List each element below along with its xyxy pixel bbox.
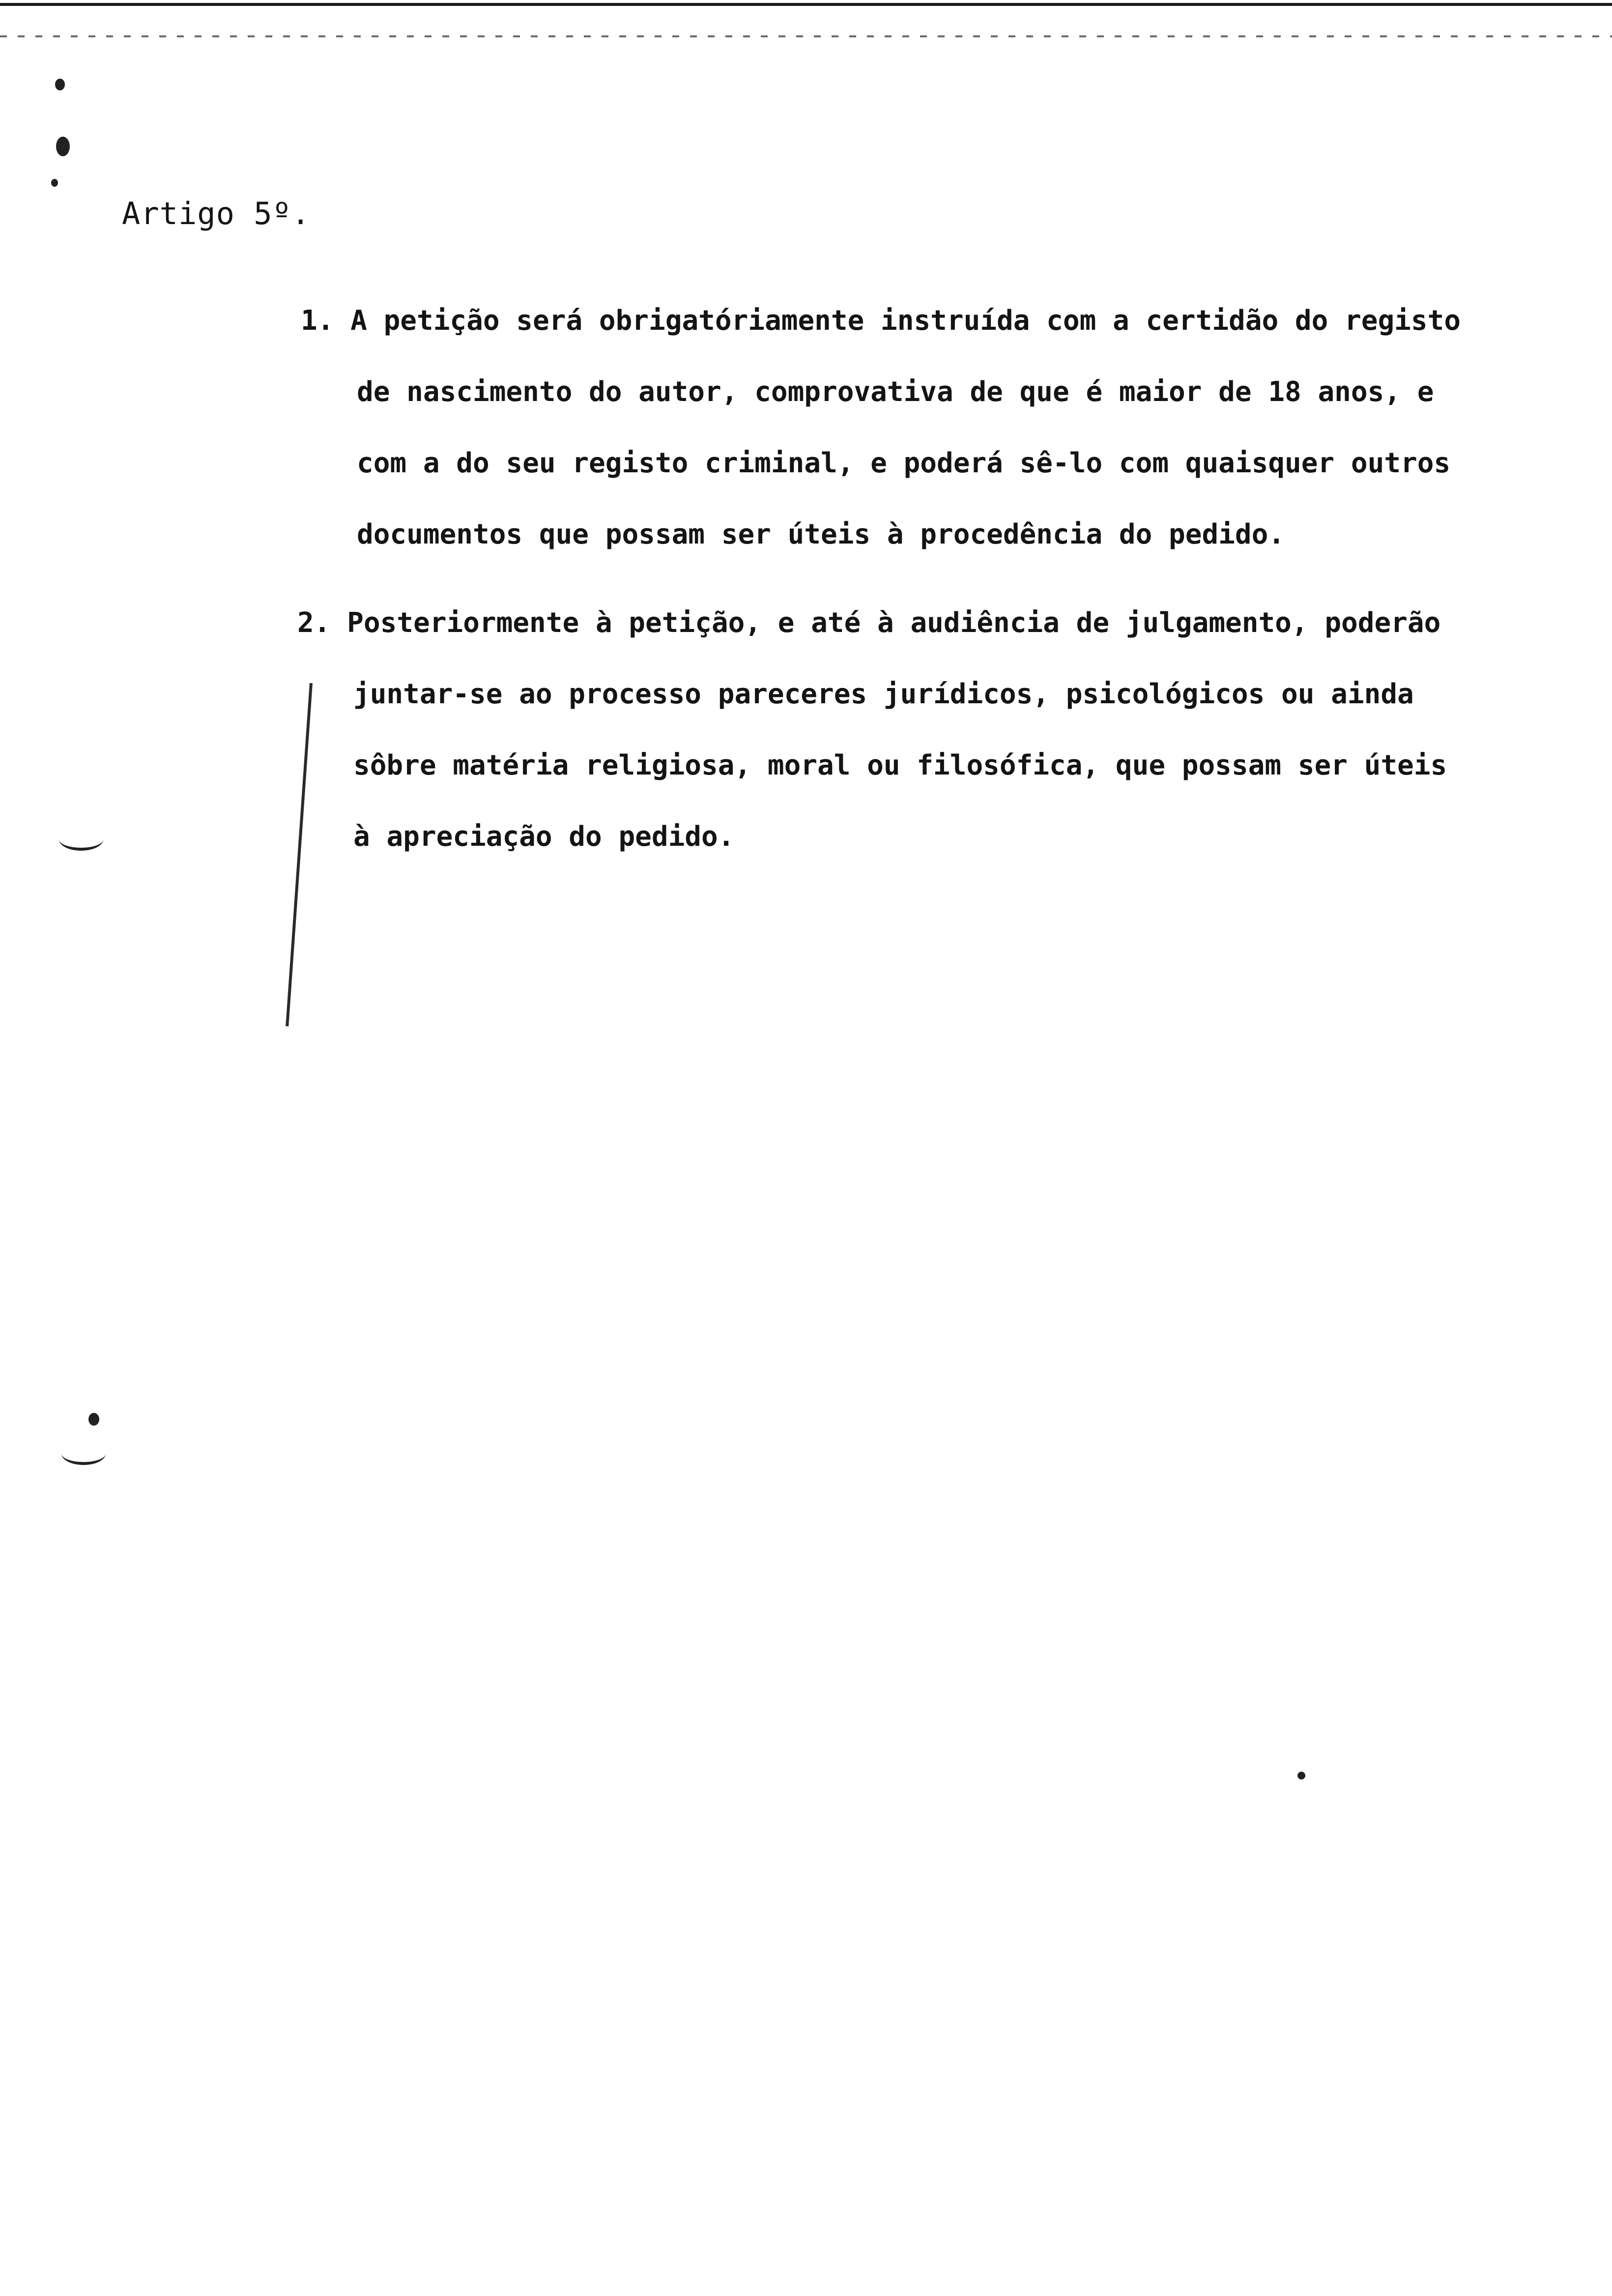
paragraph-line: de nascimento do autor, comprovativa de que é maior de 18 anos, e (357, 376, 1434, 408)
paragraph-line: à apreciação do pedido. (353, 821, 735, 853)
paragraph-line: 2. Posteriormente à petição, e até à audiência de julgamento, poderão (297, 607, 1441, 639)
article-heading: Artigo 5º. (122, 196, 311, 231)
top-border-line (0, 3, 1612, 6)
paragraph-line: documentos que possam ser úteis à procedência do pedido. (357, 518, 1285, 550)
paragraph-line: juntar-se ao processo pareceres jurídicos, psicológicos ou ainda (353, 678, 1414, 710)
dotted-header-line (0, 35, 1612, 37)
paragraph-line: com a do seu registo criminal, e poderá sê-lo com quaisquer outros (357, 447, 1451, 479)
paragraph-2 (297, 587, 1447, 872)
hole-punch-mark (61, 1442, 106, 1465)
speck (51, 179, 58, 187)
speck (1297, 1772, 1305, 1779)
paragraph-line: sôbre matéria religiosa, moral ou filosófica, que possam ser úteis (353, 749, 1447, 781)
paragraph-1 (301, 285, 1461, 570)
hole-punch-mark (59, 828, 103, 851)
speck (88, 1413, 99, 1426)
speck (55, 79, 65, 90)
paragraph-line: 1. A petição será obrigatóriamente instruída com a certidão do registo (301, 305, 1461, 337)
speck (56, 137, 70, 156)
